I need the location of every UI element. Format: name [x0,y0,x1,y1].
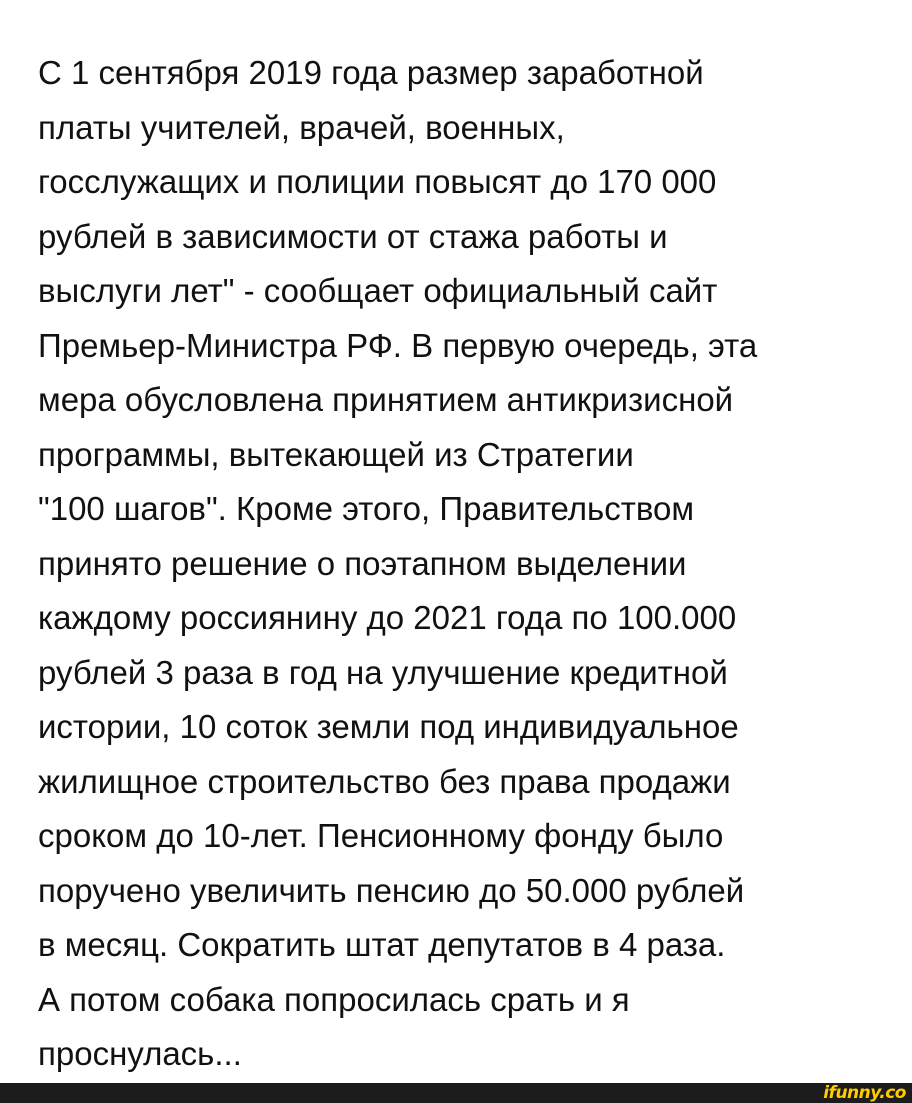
text-line: поручено увеличить пенсию до 50.000 рублей [38,871,745,909]
text-line: госслужащих и полиции повысят до 170 000 [38,163,717,200]
footer-bar [0,1083,912,1103]
text-line: "100 шагов". Кроме этого, Правительством [38,490,695,527]
text-line: Премьер-Министра РФ. В первую очередь, эта [38,326,758,364]
text-line: проснулась... [38,1035,242,1072]
ifunny-watermark: ifunny.co [823,1083,906,1103]
text-line: рублей в зависимости от стажа работы и [38,217,668,255]
text-line: С 1 сентября 2019 года размер заработной [38,54,704,91]
text-line: рублей 3 раза в год на улучшение кредитной [38,653,728,691]
text-line: платы учителей, врачей, военных, [38,108,565,146]
text-line: А потом собака попросилась срать и я [38,980,630,1018]
text-line: принято решение о поэтапном выделении [38,544,687,582]
text-line: программы, вытекающей из Стратегии [38,435,634,473]
text-line: выслуги лет" - сообщает официальный сайт [38,272,718,309]
text-line: жилищное строительство без права продажи [38,762,731,800]
text-line: сроком до 10-лет. Пенсионному фонду было [38,817,724,854]
text-line: истории, 10 соток земли под индивидуальное [38,708,739,745]
text-line: в месяц. Сократить штат депутатов в 4 раза. [38,926,726,963]
text-line: мера обусловлена принятием антикризисной [38,381,734,418]
text-line: каждому россиянину до 2021 года по 100.000 [38,599,737,636]
post-text [38,46,888,1082]
